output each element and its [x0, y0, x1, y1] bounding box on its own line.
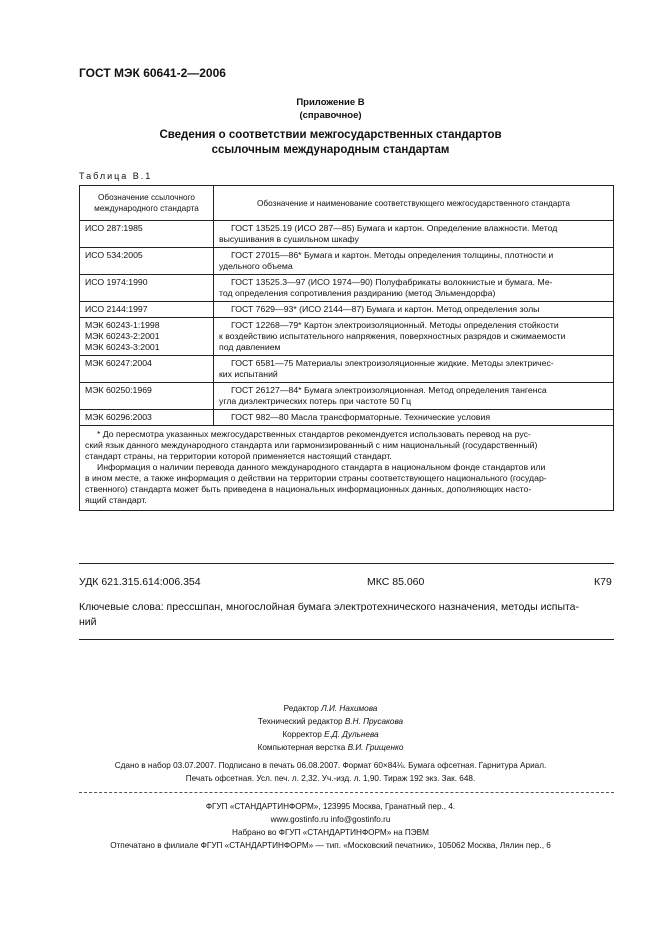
header-reference-standard — [80, 186, 214, 221]
table-row — [80, 302, 614, 318]
reference-cell — [80, 221, 214, 248]
publisher-line-4: Отпечатано в филиале ФГУП «СТАНДАРТИНФОРМ» — тип. «Московский печатник», 105062 Москва, Лялин пер., 6 — [110, 841, 551, 850]
header-interstate-standard: Обозначение и наименование соответствующего межгосударственного стандарта — [214, 186, 614, 221]
description-cell — [214, 318, 614, 356]
keywords-line-1: Ключевые слова: прессшпан, многослойная бумага электротехнического назначения, методы испыта- — [79, 601, 580, 613]
footnote-line: ский язык данного международного стандарта или гармонизированный с ним национальный (государственный) — [85, 440, 538, 450]
description-line: ГОСТ 27015—86* Бумага и картон. Методы определения толщины, плотности и — [231, 250, 554, 260]
table-row — [80, 221, 614, 248]
correspondence-table — [79, 185, 614, 511]
credit-label: Редактор — [283, 704, 319, 713]
credit-label: Компьютерная верстка — [257, 743, 346, 752]
description-line: под давлением — [219, 342, 281, 352]
footnote-line: ственного) стандарта может быть приведена в национальных информационных данных, дополняющих насто- — [85, 484, 532, 494]
reference-cell — [80, 248, 214, 275]
description-line: ких испытаний — [219, 369, 278, 379]
reference-code: ИСО 2144:1997 — [85, 304, 148, 314]
keywords-line-2: ний — [79, 616, 97, 628]
description-line: ГОСТ 26127—84* Бумага электроизоляционная. Метод определения тангенса — [231, 385, 547, 395]
description-line: к воздействию испытательного напряжения, поверхностных разрядов и сжимаемости — [219, 331, 566, 341]
publisher-block — [0, 800, 661, 852]
description-line: ГОСТ 13525.19 (ИСО 287—85) Бумага и картон. Определение влажности. Метод — [231, 223, 558, 233]
table-footnote — [80, 426, 614, 511]
reference-code: ИСО 1974:1990 — [85, 277, 148, 287]
dashed-divider — [79, 792, 614, 793]
credit-layout — [0, 741, 661, 754]
description-cell — [214, 275, 614, 302]
reference-cell — [80, 318, 214, 356]
mks-code: МКС 85.060 — [367, 576, 425, 588]
section-title-line-2: ссылочным международным стандартам — [211, 144, 450, 156]
description-line: тод определения сопротивления раздиранию (метод Эльмендорфа) — [219, 288, 496, 298]
publisher-line-3: Набрано во ФГУП «СТАНДАРТИНФОРМ» на ПЭВМ — [232, 828, 429, 837]
publisher-line-1: ФГУП «СТАНДАРТИНФОРМ», 123995 Москва, Гранатный пер., 4. — [205, 802, 456, 811]
table-header-row — [80, 186, 614, 221]
reference-cell — [80, 356, 214, 383]
section-title-line-1: Сведения о соответствии межгосударственных стандартов — [159, 129, 502, 141]
reference-code: ИСО 534:2005 — [85, 250, 143, 260]
annex-title: Приложение В — [296, 97, 365, 108]
reference-code: МЭК 60296:2003 — [85, 412, 152, 422]
footnote-line: * До пересмотра указанных межгосударственных стандартов рекомендуется использовать перевод на рус- — [97, 429, 531, 439]
reference-code: МЭК 60243-1:1998 — [85, 320, 160, 330]
print-info-line-1: Сдано в набор 03.07.2007. Подписано в печать 06.08.2007. Формат 60×84⅛. Бумага офсетная. Гарнитура Ариал. — [114, 761, 547, 770]
footnote-line: ящий стандарт. — [85, 495, 147, 505]
reference-code: МЭК 60243-3:2001 — [85, 342, 160, 352]
table-note-row — [80, 426, 614, 511]
udk-code: УДК 621.315.614:006.354 — [79, 576, 201, 588]
reference-cell — [80, 302, 214, 318]
table-row — [80, 383, 614, 410]
reference-cell — [80, 275, 214, 302]
credit-corrector — [0, 728, 661, 741]
credits-block — [0, 702, 661, 754]
reference-code: ИСО 287:1985 — [85, 223, 143, 233]
footnote-line: Информация о наличии перевода данного международного стандарта в национальном фонде стандартов или — [97, 462, 546, 472]
classification-code: К79 — [594, 576, 612, 588]
table-row — [80, 318, 614, 356]
header-col1-line-2: международного стандарта — [94, 204, 199, 213]
header-col1-line-1: Обозначение ссылочного — [98, 193, 195, 202]
credit-editor — [0, 702, 661, 715]
description-cell — [214, 302, 614, 318]
description-cell — [214, 410, 614, 426]
reference-code: МЭК 60243-2:2001 — [85, 331, 160, 341]
description-line: ГОСТ 12268—79* Картон электроизоляционный. Методы определения стойкости — [231, 320, 559, 330]
credit-person: Л.И. Нахимова — [321, 704, 378, 713]
description-line: ГОСТ 13525.3—97 (ИСО 1974—90) Полуфабрикаты волокнистые и бумага. Ме- — [231, 277, 553, 287]
reference-code: МЭК 60247:2004 — [85, 358, 152, 368]
footnote-line: стандарт страны, на территории которой применяется настоящий стандарт. — [85, 451, 392, 461]
section-title — [0, 128, 661, 158]
publisher-web: www.gostinfo.ru info@gostinfo.ru — [270, 815, 391, 824]
divider-top — [79, 563, 614, 564]
credit-label: Технический редактор — [257, 717, 343, 726]
reference-cell — [80, 383, 214, 410]
credit-person: Е.Д. Дульнева — [324, 730, 379, 739]
credit-tech-editor — [0, 715, 661, 728]
description-line: высушивания в сушильном шкафу — [219, 234, 359, 244]
divider-bottom — [79, 639, 614, 640]
description-line: ГОСТ 982—80 Масла трансформаторные. Технические условия — [231, 412, 491, 422]
table-row — [80, 275, 614, 302]
keywords — [79, 600, 614, 630]
description-line: ГОСТ 7629—93* (ИСО 2144—87) Бумага и картон. Метод определения золы — [231, 304, 540, 314]
description-cell — [214, 356, 614, 383]
credit-label: Корректор — [282, 730, 322, 739]
document-header-code: ГОСТ МЭК 60641-2—2006 — [79, 66, 226, 80]
description-line: удельного объема — [219, 261, 293, 271]
table-row — [80, 410, 614, 426]
table-row — [80, 356, 614, 383]
description-line: угла диэлектрических потерь при частоте 50 Гц — [219, 396, 412, 406]
table-row — [80, 248, 614, 275]
description-cell — [214, 383, 614, 410]
annex-kind: (справочное) — [299, 110, 362, 121]
credit-person: В.И. Грищенко — [347, 743, 404, 752]
credit-person: В.Н. Прусакова — [344, 717, 404, 726]
reference-cell — [80, 410, 214, 426]
description-cell — [214, 221, 614, 248]
footnote-line: в ином месте, а также информация о действии на территории страны соответствующего национального (государ- — [85, 473, 547, 483]
description-cell — [214, 248, 614, 275]
description-line: ГОСТ 6581—75 Материалы электроизоляционные жидкие. Методы электричес- — [231, 358, 554, 368]
reference-code: МЭК 60250:1969 — [85, 385, 152, 395]
table-caption: Таблица В.1 — [79, 171, 153, 181]
print-info-line-2: Печать офсетная. Усл. печ. л. 2,32. Уч.-изд. л. 1,90. Тираж 192 экз. Зак. 648. — [185, 774, 476, 783]
print-info — [0, 759, 661, 785]
